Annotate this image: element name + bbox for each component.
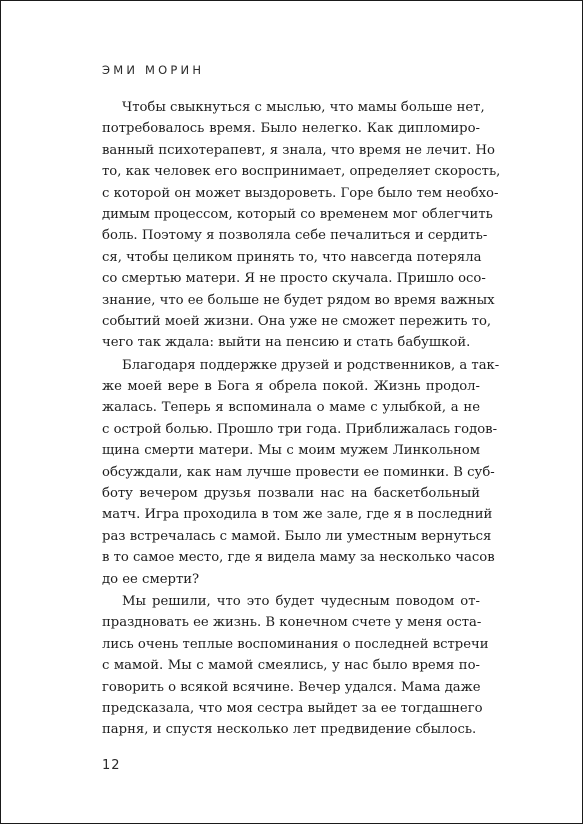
text-line: то, как человек его воспринимает, определяет скорость, (102, 164, 501, 180)
text-line: событий моей жизни. Она уже не сможет пережить то, (102, 313, 492, 329)
text-line: матч. Игра проходила в том же зале, где я в последний (102, 507, 493, 523)
running-head-author: ЭМИ МОРИН (102, 63, 205, 77)
text-line: Чтобы свыкнуться с мыслью, что мамы больше нет, (122, 100, 485, 115)
text-line: с мамой. Мы с мамой смеялись, у нас было время по- (102, 658, 480, 674)
text-line: обсуждали, как нам лучше провести ее поминки. В суб- (102, 464, 495, 480)
text-line: боту вечером друзья позвали нас на баскетбольный (102, 486, 480, 502)
text-line: до ее смерти? (102, 571, 200, 587)
text-line: лись очень теплые воспоминания о последней встречи (102, 636, 489, 652)
text-line: Мы решили, что это будет чудесным поводом от- (122, 593, 480, 609)
text-line: знание, что ее больше не будет рядом во время важных (102, 292, 495, 308)
text-line: парня, и спустя несколько лет предвидение сбылось. (102, 722, 477, 738)
text-line: ванный психотерапевт, я знала, что время не лечит. Но (102, 142, 495, 158)
text-line: Благодаря поддержке друзей и родственников, а так- (122, 357, 500, 373)
text-line: со смертью матери. Я не просто скучала. Пришло осо- (102, 271, 486, 287)
page-number: 12 (102, 758, 121, 773)
body-text (102, 97, 501, 742)
text-line: раз встречалась с мамой. Было ли уместным вернуться (102, 528, 492, 544)
text-line: димым процессом, который со временем мог облегчить (102, 206, 493, 222)
text-line: же моей вере в Бога я обрела покой. Жизнь продол- (102, 379, 480, 395)
text-line: потребовалось время. Было нелегко. Как дипломиро- (102, 121, 480, 137)
text-line: с острой болью. Прошло три года. Приближалась годов- (102, 421, 498, 437)
text-line: ся, чтобы целиком принять то, что навсегда потеряла (102, 249, 482, 265)
text-line: боль. Поэтому я позволяла себе печалиться и сердить- (102, 228, 488, 244)
text-line: жалась. Теперь я вспоминала о маме с улыбкой, а не (102, 400, 480, 416)
paragraph (102, 591, 489, 741)
text-line: в то самое место, где я видела маму за несколько часов (102, 550, 495, 566)
paragraph (102, 97, 501, 354)
paragraph (102, 355, 500, 590)
text-line: праздновать ее жизнь. В конечном счете у меня оста- (102, 615, 482, 631)
text-line: говорить о всякой всячине. Вечер удался. Мама даже (102, 679, 481, 695)
text-line: предсказала, что моя сестра выйдет за ее тогдашнего (102, 700, 483, 716)
text-line: щина смерти матери. Мы с моим мужем Линкольном (102, 443, 480, 459)
text-line: чего так ждала: выйти на пенсию и стать бабушкой. (102, 335, 471, 351)
text-line: с которой он может выздороветь. Горе было тем необхо- (102, 185, 499, 201)
